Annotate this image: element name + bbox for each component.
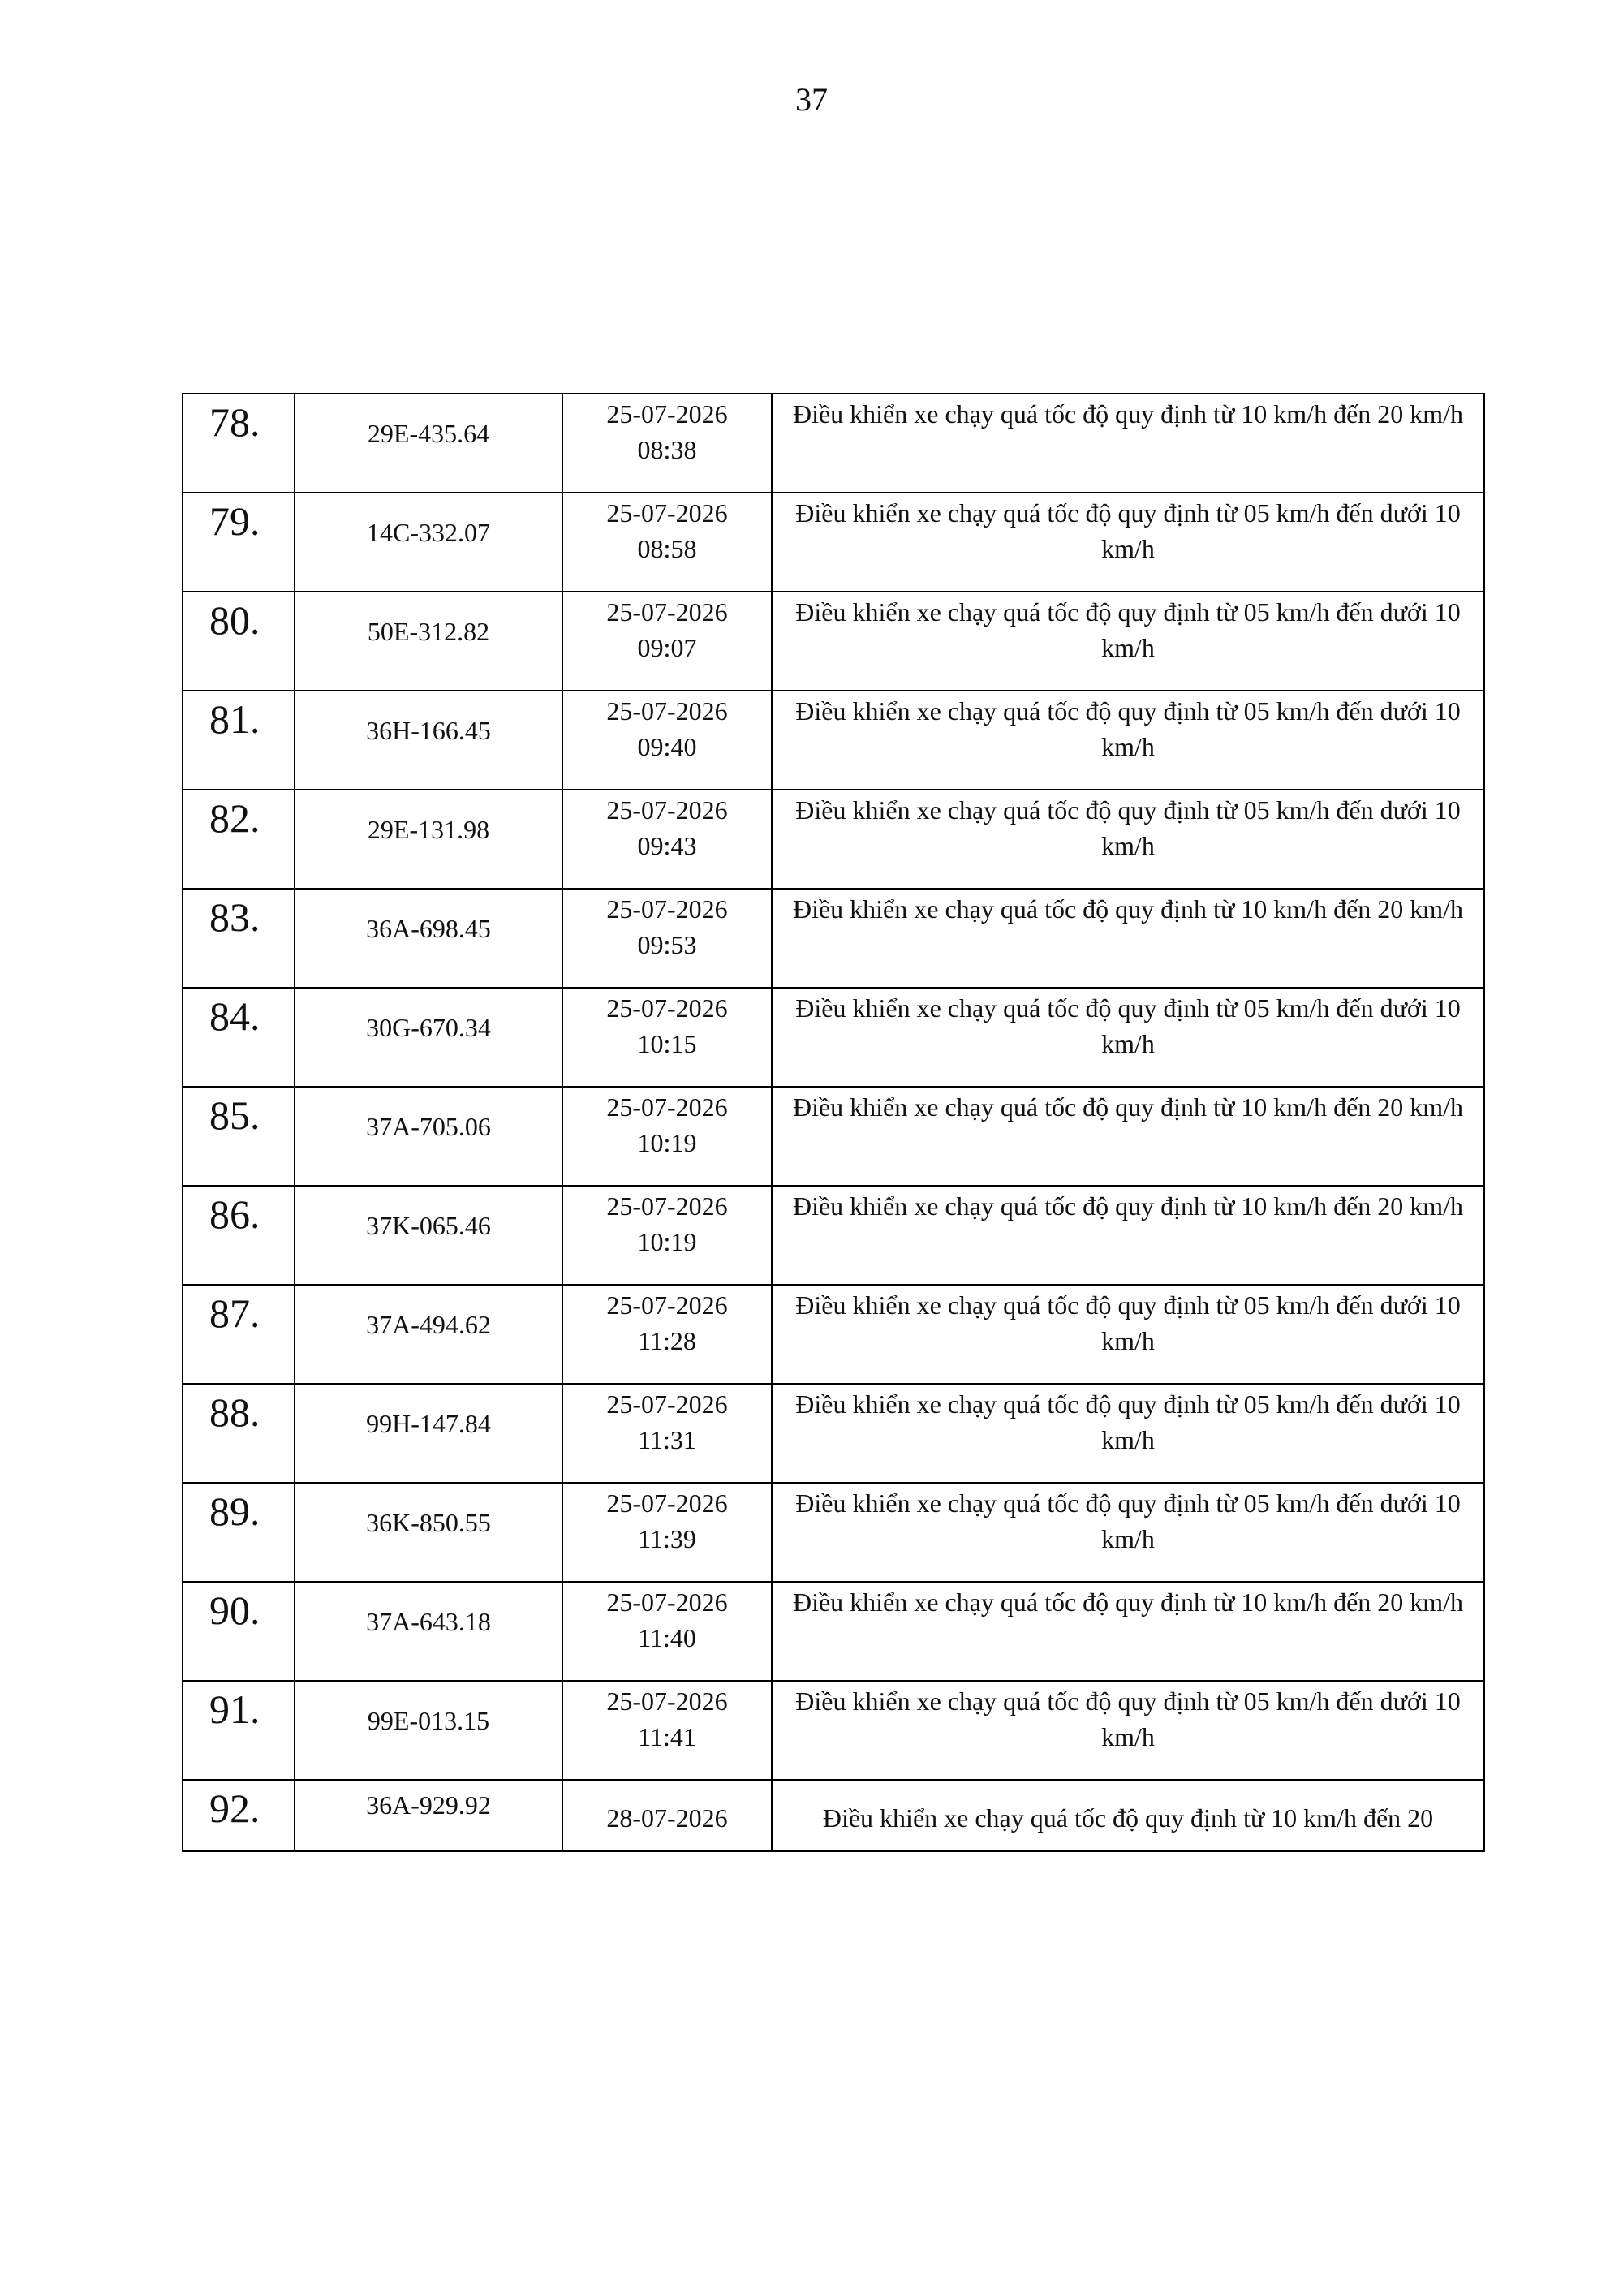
violation-time: 09:07: [637, 633, 697, 662]
violation-time: 11:39: [638, 1524, 696, 1553]
row-index: 91.: [209, 1686, 260, 1732]
table-row: [183, 1285, 1484, 1384]
violation-time: 09:53: [637, 930, 697, 959]
license-plate: 14C-332.07: [367, 518, 490, 547]
license-plate: 37K-065.46: [366, 1211, 491, 1240]
violation-date: 25-07-2026: [606, 1488, 728, 1518]
row-index: 81.: [209, 696, 260, 742]
violation-time: 11:28: [638, 1326, 696, 1355]
violation-date: 25-07-2026: [606, 1686, 728, 1716]
violation-description: Điều khiển xe chạy quá tốc độ quy định từ 05 km/h đến dưới 10 km/h: [795, 696, 1461, 761]
violation-date: 25-07-2026: [606, 1092, 728, 1122]
violation-description: Điều khiển xe chạy quá tốc độ quy định từ 10 km/h đến 20 km/h: [792, 894, 1464, 924]
violation-description: Điều khiển xe chạy quá tốc độ quy định từ 05 km/h đến dưới 10 km/h: [795, 1389, 1461, 1454]
violation-date: 25-07-2026: [606, 1191, 728, 1221]
violation-date: 25-07-2026: [606, 1587, 728, 1617]
violation-time: 11:40: [638, 1623, 696, 1652]
row-index: 92.: [209, 1786, 260, 1831]
license-plate: 99H-147.84: [366, 1409, 491, 1438]
violation-time: 09:40: [637, 732, 697, 761]
row-index: 88.: [209, 1389, 260, 1435]
violation-date: 25-07-2026: [606, 399, 728, 429]
table-row: [183, 1384, 1484, 1483]
row-index: 89.: [209, 1488, 260, 1534]
violation-description: Điều khiển xe chạy quá tốc độ quy định từ 10 km/h đến 20 km/h: [792, 1092, 1464, 1122]
license-plate: 29E-435.64: [367, 419, 490, 448]
violation-description: Điều khiển xe chạy quá tốc độ quy định từ 10 km/h đến 20 km/h: [792, 1587, 1464, 1617]
row-index: 86.: [209, 1191, 260, 1237]
license-plate: 36K-850.55: [366, 1508, 491, 1537]
violation-date: 25-07-2026: [606, 894, 728, 924]
table-row: [183, 1582, 1484, 1681]
row-index: 80.: [209, 597, 260, 643]
violation-date: 25-07-2026: [606, 696, 728, 726]
table-row: [183, 493, 1484, 592]
license-plate: 37A-643.18: [366, 1607, 491, 1636]
violation-date: 25-07-2026: [606, 498, 728, 528]
table-row: [183, 1780, 1484, 1851]
row-index: 87.: [209, 1290, 260, 1336]
violation-time: 10:15: [637, 1029, 697, 1058]
violation-date: 28-07-2026: [606, 1803, 728, 1833]
table-row: [183, 394, 1484, 493]
violation-time: 08:58: [637, 534, 697, 563]
license-plate: 30G-670.34: [366, 1013, 491, 1042]
violation-date: 25-07-2026: [606, 795, 728, 825]
table-row: [183, 1087, 1484, 1186]
violation-description: Điều khiển xe chạy quá tốc độ quy định từ 05 km/h đến dưới 10 km/h: [795, 1686, 1461, 1751]
row-index: 85.: [209, 1092, 260, 1138]
license-plate: 36A-929.92: [366, 1790, 491, 1820]
table-row: [183, 988, 1484, 1087]
row-index: 82.: [209, 795, 260, 841]
violation-time: 11:41: [638, 1722, 696, 1751]
violation-date: 25-07-2026: [606, 597, 728, 627]
table-row: [183, 790, 1484, 889]
table-row: [183, 592, 1484, 691]
table-row: [183, 1483, 1484, 1582]
violation-description: Điều khiển xe chạy quá tốc độ quy định từ 10 km/h đến 20 km/h: [792, 399, 1464, 429]
violation-description: Điều khiển xe chạy quá tốc độ quy định từ 05 km/h đến dưới 10 km/h: [795, 795, 1461, 860]
license-plate: 37A-494.62: [366, 1310, 491, 1339]
violations-table: [182, 393, 1485, 1852]
page-number: 37: [795, 81, 828, 118]
violation-time: 10:19: [637, 1128, 697, 1157]
violation-description: Điều khiển xe chạy quá tốc độ quy định từ 10 km/h đến 20 km/h: [792, 1191, 1464, 1221]
license-plate: 99E-013.15: [367, 1706, 490, 1735]
table-row: [183, 1681, 1484, 1780]
violation-time: 10:19: [637, 1227, 697, 1256]
violation-time: 08:38: [637, 435, 697, 464]
violation-date: 25-07-2026: [606, 1290, 728, 1320]
violation-description: Điều khiển xe chạy quá tốc độ quy định từ 05 km/h đến dưới 10 km/h: [795, 1488, 1461, 1553]
table-row: [183, 889, 1484, 988]
row-index: 79.: [209, 498, 260, 544]
table-row: [183, 691, 1484, 790]
license-plate: 29E-131.98: [367, 815, 490, 844]
violation-description: Điều khiển xe chạy quá tốc độ quy định từ 05 km/h đến dưới 10 km/h: [795, 597, 1461, 662]
license-plate: 50E-312.82: [367, 617, 490, 646]
violation-description: Điều khiển xe chạy quá tốc độ quy định từ 10 km/h đến 20: [822, 1803, 1434, 1833]
license-plate: 37A-705.06: [366, 1112, 491, 1141]
row-index: 90.: [209, 1587, 260, 1633]
violation-time: 11:31: [638, 1425, 696, 1454]
row-index: 78.: [209, 399, 260, 445]
violation-date: 25-07-2026: [606, 1389, 728, 1419]
license-plate: 36H-166.45: [366, 716, 491, 745]
row-index: 84.: [209, 993, 260, 1039]
violation-date: 25-07-2026: [606, 993, 728, 1023]
violation-description: Điều khiển xe chạy quá tốc độ quy định từ 05 km/h đến dưới 10 km/h: [795, 1290, 1461, 1355]
license-plate: 36A-698.45: [366, 914, 491, 943]
row-index: 83.: [209, 894, 260, 940]
violation-description: Điều khiển xe chạy quá tốc độ quy định từ 05 km/h đến dưới 10 km/h: [795, 993, 1461, 1058]
table-row: [183, 1186, 1484, 1285]
violation-time: 09:43: [637, 831, 697, 860]
violation-description: Điều khiển xe chạy quá tốc độ quy định từ 05 km/h đến dưới 10 km/h: [795, 498, 1461, 563]
